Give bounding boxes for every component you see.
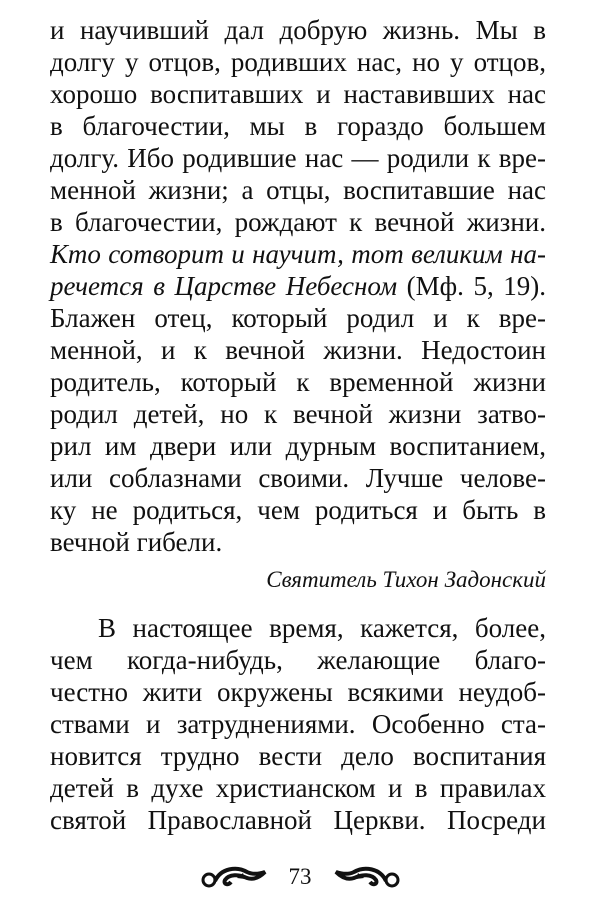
- scripture-quote-line: Кто сотворит и научит, тот великим на-: [50, 239, 546, 269]
- text-line: вечной гибели.: [50, 527, 223, 557]
- text-line: менной жизни; а отцы, воспитавшие нас: [50, 175, 546, 205]
- text-line: честно жити окружены всякими неудоб-: [50, 677, 546, 707]
- text-line: Блажен отец, который родил и к вре-: [50, 303, 546, 333]
- text-line: рил им двери или дурным воспитанием,: [50, 431, 546, 461]
- text-line: долгу. Ибо родившие нас — родили к вре-: [50, 143, 546, 173]
- text-line: детей в духе христианском и в правилах: [50, 773, 546, 803]
- text-line: В настоящее время, кажется, более,: [98, 613, 546, 643]
- text-line: долгу у отцов, родивших нас, но у отцов,: [50, 47, 546, 77]
- text-line: родил детей, но к вечной жизни затво-: [50, 399, 546, 429]
- scripture-reference: (Мф. 5, 19).: [397, 271, 546, 301]
- page-number: 73: [288, 864, 312, 889]
- text-line: в благочестии, мы в гораздо большем: [50, 111, 546, 141]
- text-line: хорошо воспитавших и наставивших нас: [50, 79, 546, 109]
- scripture-quote-line: [50, 270, 546, 302]
- text-line: в благочестии, рождают к вечной жизни.: [50, 207, 546, 237]
- text-line: ку не родиться, чем родиться и быть в: [50, 495, 546, 525]
- text-line: чем когда-нибудь, желающие благо-: [50, 645, 546, 675]
- text-line: и научивший дал добрую жизнь. Мы в: [50, 15, 546, 45]
- ornament-left-icon: [201, 864, 267, 890]
- text-line: святой Православной Церкви. Посреди: [50, 805, 546, 835]
- text-line: родитель, который к временной жизни: [50, 367, 546, 397]
- page-footer: [0, 862, 600, 892]
- ornament-right-icon: [334, 864, 400, 890]
- text-line: ствами и затруднениями. Особенно ста-: [50, 709, 546, 739]
- text-line: новится трудно вести дело воспитания: [50, 741, 546, 771]
- text-line: менной, и к вечной жизни. Недостоин: [50, 335, 546, 365]
- scripture-quote-text: речется в Царстве Небесном: [50, 271, 398, 301]
- page-body: [50, 14, 546, 836]
- text-line: или соблазнами своими. Лучше челове-: [50, 463, 546, 493]
- author-signature: Святитель Тихон Задонский: [266, 567, 546, 592]
